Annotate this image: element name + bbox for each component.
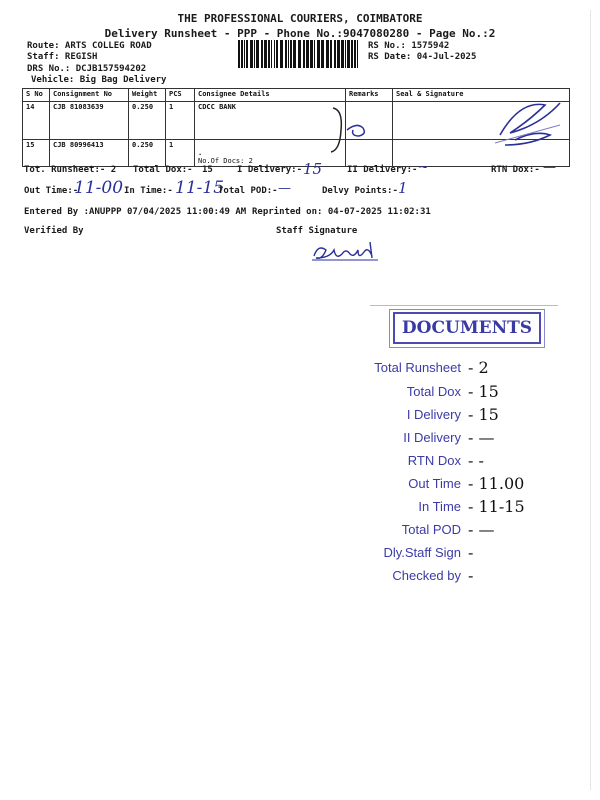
staff-signature-label: Staff Signature [276, 226, 358, 236]
barcode-bar [290, 40, 292, 68]
stamp-row-value: - [468, 566, 474, 585]
barcode-bar [280, 40, 283, 68]
stamp-row-value: - 2 [468, 358, 489, 377]
stamp-row-label: Total POD [401, 522, 461, 537]
barcode-bar [238, 40, 240, 68]
barcode-bar [345, 40, 346, 68]
rtn-dox-label: RTN Dox:- [491, 165, 540, 175]
bracket-mark-icon [325, 100, 373, 160]
total-dox-label: Total Dox:- [133, 165, 193, 175]
barcode-bar [357, 40, 358, 68]
divider [370, 305, 558, 306]
seal-signature-icon [490, 95, 570, 155]
runsheet-subtitle: Delivery Runsheet - PPP - Phone No.:9047080280 - Page No.:2 [104, 27, 496, 40]
staff-text: Staff: REGISH [27, 52, 98, 62]
verified-by-label: Verified By [24, 226, 84, 236]
stamp-row-label: Dly.Staff Sign [383, 545, 461, 560]
column-header: Consignee Details [195, 89, 346, 102]
barcode-bar [274, 40, 275, 68]
stamp-row-label: Total Dox [406, 384, 461, 399]
pcs-cell: 1 [166, 102, 195, 140]
column-header: Consignment No [50, 89, 129, 102]
stamp-row-value: - — [468, 428, 495, 447]
total-dox-value: 15 [202, 165, 213, 175]
consignment-cell: CJB 80996413 [50, 140, 129, 167]
barcode-bar [241, 40, 243, 68]
barcode-bar [298, 40, 301, 68]
sno-cell: 14 [23, 102, 50, 140]
barcode-bar [271, 40, 272, 68]
barcode-bar [306, 40, 309, 68]
barcode-bar [261, 40, 263, 68]
stamp-row-value: - 11.00 [468, 474, 525, 493]
barcode-bar [347, 40, 350, 68]
documents-stamp: DOCUMENTS [393, 312, 541, 344]
stamp-row-label: In Time [418, 499, 461, 514]
barcode-bar [310, 40, 313, 68]
stamp-row-label: Checked by [392, 568, 461, 583]
barcode-bar [321, 40, 324, 68]
vehicle-text: Vehicle: Big Bag Delivery [31, 75, 167, 85]
out-time-hand: 11-00 [74, 178, 124, 198]
weight-cell: 0.250 [129, 102, 166, 140]
in-time-label: In Time:- [124, 186, 173, 196]
table-row [23, 140, 570, 167]
stamp-row-value: - 15 [468, 405, 499, 424]
docs-count: No.Of Docs: 2 [198, 157, 253, 165]
barcode-bar [354, 40, 356, 68]
stamp-row-value: - 15 [468, 382, 499, 401]
company-title: THE PROFESSIONAL COURIERS, COIMBATORE [177, 12, 423, 25]
barcode-bar [314, 40, 315, 68]
barcode-bar [256, 40, 259, 68]
stamp-row-label: RTN Dox [407, 453, 461, 468]
reprinted-on-text: Reprinted on: 04-07-2025 11:02:31 [252, 207, 431, 217]
barcode-bar [334, 40, 336, 68]
delvy-points-label: Delvy Points:- [322, 186, 398, 196]
barcode-bar [288, 40, 289, 68]
column-header: S No [23, 89, 50, 102]
stamp-row-label: II Delivery [403, 430, 461, 445]
barcode-bar [317, 40, 320, 68]
stamp-row-label: Total Runsheet [374, 360, 461, 375]
barcode-bar [276, 40, 278, 68]
barcode-bar [351, 40, 353, 68]
rs-no-text: RS No.: 1575942 [368, 41, 450, 51]
stamp-row-value: - 11-15 [468, 497, 525, 516]
stamp-row-value: - - [468, 451, 484, 470]
total-pod-hand: — [278, 181, 291, 196]
tot-runsheet-text: Tot. Runsheet:- 2 [24, 165, 117, 175]
barcode-bar [264, 40, 267, 68]
column-header: Remarks [346, 89, 393, 102]
barcode-bar [303, 40, 305, 68]
out-time-label: Out Time:- [24, 186, 79, 196]
barcode-bar [268, 40, 270, 68]
barcode-bar [246, 40, 248, 68]
route-text: Route: ARTS COLLEG ROAD [27, 41, 152, 51]
barcode-image [238, 40, 362, 68]
stamp-row-label: I Delivery [406, 407, 461, 422]
consignee-text: . [198, 149, 203, 157]
i-delivery-hand: 15 [303, 160, 323, 178]
total-pod-label: Total POD:- [218, 186, 278, 196]
barcode-bar [341, 40, 344, 68]
scan-edge [590, 10, 591, 790]
rs-date-text: RS Date: 04-Jul-2025 [368, 52, 477, 62]
table-header-row [23, 89, 570, 102]
table-row [23, 102, 570, 140]
barcode-bar [254, 40, 255, 68]
delvy-points-hand: 1 [398, 179, 408, 197]
ii-delivery-hand: ~ [418, 160, 429, 175]
weight-cell: 0.250 [129, 140, 166, 167]
barcode-bar [330, 40, 332, 68]
staff-signature-icon [308, 238, 388, 268]
barcode-bar [337, 40, 340, 68]
ii-delivery-label: II Delivery:- [347, 165, 418, 175]
column-header: PCS [166, 89, 195, 102]
in-time-hand: 11-15 [175, 178, 225, 198]
rtn-dox-hand: — [543, 160, 556, 175]
consignee-cell: CDCC BANK [195, 102, 346, 140]
drs-text: DRS No.: DCJB157594202 [27, 64, 147, 74]
runsheet-table [22, 88, 570, 167]
column-header: Seal & Signature [393, 89, 570, 102]
column-header: Weight [129, 89, 166, 102]
i-delivery-label: I Delivery:- [237, 165, 303, 175]
barcode-bar [326, 40, 329, 68]
stamp-row-label: Out Time [408, 476, 461, 491]
barcode-bar [250, 40, 253, 68]
stamp-row-value: - — [468, 520, 495, 539]
consignee-cell [195, 140, 346, 167]
entered-by-text: Entered By :ANUPPP 07/04/2025 11:00:49 AM [24, 207, 247, 217]
barcode-bar [285, 40, 287, 68]
sno-cell: 15 [23, 140, 50, 167]
barcode-bar [293, 40, 296, 68]
pcs-cell: 1 [166, 140, 195, 167]
stamp-row-value: - [468, 543, 474, 562]
barcode-bar [244, 40, 245, 68]
consignment-cell: CJB 81083639 [50, 102, 129, 140]
